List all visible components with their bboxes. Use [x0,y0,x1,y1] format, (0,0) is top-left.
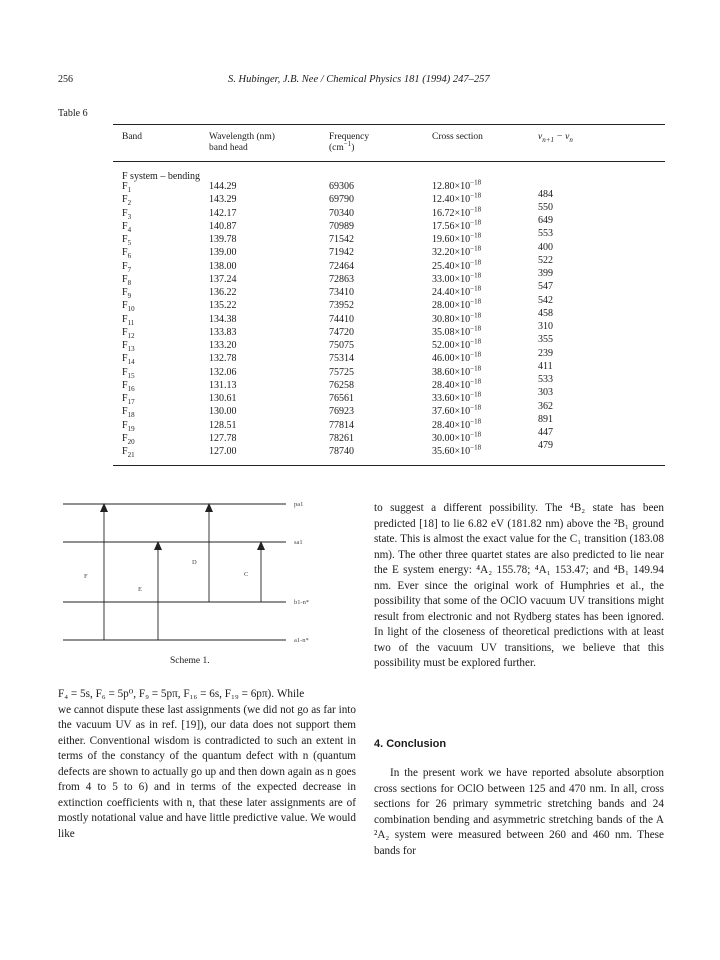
band-letter: F [122,419,128,431]
table-cell-wavelength: 133.83 [209,326,237,338]
table-cell-diff: 362 [538,400,553,412]
table-cell-wavelength: 144.29 [209,181,237,192]
table-cell-frequency: 69790 [329,194,354,206]
table-cell-diff: 239 [538,347,553,359]
table-cell-wavelength: 134.38 [209,313,237,325]
band-letter: F [122,366,128,378]
diff-mid: − ν [553,132,570,142]
diff-sub2: n [569,135,573,144]
table-cell-wavelength: 131.13 [209,379,237,391]
left-line-1: F₄ = 5s, F₆ = 5p⁰, F₉ = 5pπ, F₁₆ = 6s, F₁₉ = 6pπ). While [58,688,305,700]
table-cell-diff: 533 [538,374,553,386]
level-label-pa1: pa1 [294,501,304,508]
table-cell-wavelength: 132.06 [209,366,237,378]
table-cell-wavelength: 140.87 [209,220,237,232]
scheme-caption: Scheme 1. [170,656,210,666]
table-cell-band [122,274,131,286]
cross-exponent: −18 [470,443,482,452]
band-subscript: 13 [127,345,135,353]
table-cell-diff: 458 [538,307,553,319]
table-cell-frequency: 72464 [329,260,354,272]
table-cell-band [122,367,135,379]
cross-mantissa: 12.80×10 [432,181,471,192]
cross-mantissa: 33.00×10 [432,273,471,285]
band-subscript: 17 [127,398,135,406]
cross-exponent: −18 [470,284,482,293]
table-cell-diff: 542 [538,294,553,306]
table-cell-band [122,194,131,206]
cross-exponent: −18 [470,417,482,426]
band-letter: F [122,220,128,232]
table-cell-diff: 303 [538,387,553,399]
cross-mantissa: 30.80×10 [432,313,471,325]
table-cell-band [122,221,131,233]
band-letter: F [122,326,128,338]
table-cell-frequency: 70989 [329,220,354,232]
band-subscript: 1 [127,186,132,194]
table-cell-diff: 547 [538,281,553,293]
cross-mantissa: 46.00×10 [432,353,471,365]
band-letter: F [122,194,128,206]
band-subscript: 14 [127,358,135,367]
cross-exponent: −18 [470,337,482,346]
band-subscript: 12 [127,331,135,340]
cross-mantissa: 19.60×10 [432,234,471,245]
table-bottom-rule [113,465,665,466]
col-header-wavelength-line2: band head [209,143,248,153]
conclusion-text [374,766,664,859]
band-letter: F [122,273,128,285]
band-subscript: 11 [127,318,135,327]
table-top-rule [113,124,665,125]
table-cell-frequency: 78740 [329,446,354,457]
table-cell-frequency: 72863 [329,273,354,285]
table-cell-wavelength: 128.51 [209,419,237,431]
col-header-frequency [329,132,369,154]
table-cell-diff: 522 [538,254,553,266]
transition-label-F: F [84,573,88,580]
freq-unit: (cm [329,143,344,153]
table-cell-diff: 550 [538,201,553,213]
table-cell-diff: 479 [538,440,553,452]
table-cell-wavelength: 132.78 [209,353,237,365]
cross-mantissa: 28.40×10 [432,379,471,391]
band-letter: F [122,234,128,245]
band-subscript: 8 [127,278,132,287]
table-cell-frequency: 69306 [329,181,354,192]
table-cell-band [122,300,135,312]
table-cell-band [122,446,135,458]
cross-mantissa: 35.08×10 [432,326,471,338]
table-cell-band [122,340,135,352]
table-cell-wavelength: 138.00 [209,260,237,272]
cross-mantissa: 17.56×10 [432,220,471,232]
cross-exponent: −18 [470,218,482,227]
band-letter: F [122,446,128,457]
cross-exponent: −18 [470,297,482,306]
band-subscript: 15 [127,371,135,380]
cross-exponent: −18 [470,258,482,267]
band-subscript: 3 [127,212,132,221]
table-cell-frequency: 75075 [329,340,354,351]
band-letter: F [122,379,128,391]
band-subscript: 2 [127,199,132,208]
table-cell-wavelength: 130.61 [209,393,237,404]
table-cell-band [122,208,131,220]
table-cell-diff: 484 [538,188,553,200]
cross-mantissa: 52.00×10 [432,340,471,351]
right-column-text [374,501,664,672]
table-cell-diff: 411 [538,360,553,372]
band-letter: F [122,181,128,192]
table-cell-frequency: 74720 [329,326,354,338]
band-subscript: 19 [127,424,135,433]
band-letter: F [122,406,128,418]
cross-exponent: −18 [470,324,482,333]
table-cell-wavelength: 136.22 [209,287,237,298]
cross-mantissa: 28.00×10 [432,300,471,312]
cross-mantissa: 35.60×10 [432,446,471,457]
left-paragraph: we cannot dispute these last assignments (we did not go as far into the vacuum UV as in ref. [19]), our data does not support them either. Conventional wisdom is contradicted to such an extent in terms of the constancy of the quantum defect with n (quantum defects are shown to actually go up and then down again as n goes from 4 to 5 to 6) and in terms of the expected decrease in extinction coefficients with n, that these later assignments are of mostly notational value and have little predictive value. We would like [58,703,356,840]
cross-exponent: −18 [470,403,482,412]
table-cell-frequency: 74410 [329,313,354,325]
band-subscript: 21 [127,451,135,459]
cross-mantissa: 30.00×10 [432,432,471,444]
cross-exponent: −18 [470,390,482,399]
table-cell-frequency: 75314 [329,353,354,365]
table-cell-diff: 447 [538,427,553,439]
cross-exponent: −18 [470,178,482,187]
cross-mantissa: 12.40×10 [432,194,471,206]
cross-exponent: −18 [470,350,482,359]
table-cell-frequency: 73410 [329,287,354,298]
section-heading-conclusion: 4. Conclusion [374,738,447,750]
band-letter: F [122,300,128,312]
running-head: S. Hubinger, J.B. Nee / Chemical Physics 181 (1994) 247–257 [228,74,490,85]
band-letter: F [122,260,128,272]
cross-exponent: −18 [470,205,482,214]
col-header-band: Band [122,132,143,142]
table-cell-band [122,314,134,326]
table-cell-diff: 399 [538,268,553,280]
band-letter: F [122,207,128,219]
col-header-wavelength [209,132,275,154]
band-subscript: 10 [127,305,135,314]
table-cell-wavelength: 133.20 [209,340,237,351]
band-letter: F [122,432,128,444]
transition-label-D: D [192,559,197,566]
cross-exponent: −18 [470,244,482,253]
table-cell-diff: 310 [538,321,553,333]
band-subscript: 4 [127,225,132,234]
table-cell-diff: 400 [538,241,553,253]
level-label-b1: b1-n* [294,599,310,606]
table-cell-frequency: 75725 [329,366,354,378]
cross-mantissa: 24.40×10 [432,287,471,298]
table-cell-band [122,380,135,392]
band-subscript: 6 [127,252,132,261]
right-paragraph: to suggest a different possibility. The ⁴B₂ state has been predicted [18] to lie 6.82 eV (181.82 nm) above the ²B₁ ground state. This is almost the exact value for the C₁ transition (183.08 nm). The other three quartet states are also predicted to lie near the E system energy: ⁴A₂ 155.78; ⁴A₁ 153.47; and ⁴B₁ 149.94 nm. Ever since the original work of Humphries et al., the possibility that some of the OClO vacuum UV transitions might result from electronic and not Rydberg states has been ignored. In light of the closeness of theoretical predictions with at least two of the vacuum UV transitions, we believe that this possibility must be explored further. [374,502,664,669]
table-section-label: F system – bending [122,171,201,182]
conclusion-paragraph: In the present work we have reported absolute absorption cross sections for OClO between 125 and 470 nm. In all, cross sections for 26 primary symmetric stretching bands and 24 combination bending and asymmetric stretching bands of the A ²A₂ system were measured between 260 and 460 nm. These bands for [374,767,664,857]
band-subscript: 18 [127,411,135,420]
table-cell-band [122,247,131,259]
table-cell-frequency: 76923 [329,406,354,418]
cross-exponent: −18 [470,231,482,240]
col-header-cross-section: Cross section [432,132,483,142]
band-letter: F [122,393,128,404]
table-cell-frequency: 77814 [329,419,354,431]
table-cell-diff: 553 [538,228,553,240]
table-cell-wavelength: 127.78 [209,432,237,444]
left-column-text [58,687,356,842]
cross-exponent: −18 [470,377,482,386]
freq-unit-close: ) [351,143,355,153]
cross-exponent: −18 [470,271,482,280]
transition-label-E: E [138,586,142,593]
table-cell-band [122,393,135,405]
cross-mantissa: 32.20×10 [432,247,471,259]
table-cell-band [122,234,131,246]
cross-exponent: −18 [470,191,482,200]
table-cell-wavelength: 135.22 [209,300,237,312]
table-cell-band [122,327,135,339]
table-cell-band [122,181,131,193]
cross-mantissa: 28.40×10 [432,419,471,431]
table-cell-diff: 649 [538,215,553,227]
band-letter: F [122,313,128,325]
band-subscript: 16 [127,384,135,393]
table-cell-frequency: 71542 [329,234,354,245]
table-cell-band [122,406,135,418]
table-cell-frequency: 76258 [329,379,354,391]
band-subscript: 9 [127,292,132,300]
table-cell-band [122,287,131,299]
page-header [0,74,720,90]
level-label-a1: a1-n* [294,637,309,644]
table-header-rule [113,161,665,162]
table-cell-frequency: 70340 [329,207,354,219]
transition-label-C: C [244,571,249,578]
table-cell-frequency: 71942 [329,247,354,259]
table-label: Table 6 [58,108,88,119]
diff-nu1: ν [538,132,543,142]
cross-mantissa: 16.72×10 [432,207,471,219]
table-cell-diff: 891 [538,413,553,425]
freq-unit-exp: −1 [343,139,352,148]
level-label-sa1: sa1 [294,539,303,546]
table-cell-frequency: 78261 [329,432,354,444]
band-letter: F [122,287,128,298]
table-cell-frequency: 73952 [329,300,354,312]
page-number: 256 [58,74,73,85]
table-cell-wavelength: 142.17 [209,207,237,219]
table-cell-band [122,353,135,365]
table-cell-band [122,420,135,432]
cross-mantissa: 37.60×10 [432,406,471,418]
cross-mantissa: 33.60×10 [432,393,471,404]
table-cell-frequency: 76561 [329,393,354,404]
cross-exponent: −18 [470,364,482,373]
table-cell-wavelength: 143.29 [209,194,237,206]
table-cell-wavelength: 139.78 [209,234,237,245]
band-subscript: 7 [127,265,132,274]
table-cell-cross-section [432,443,482,458]
cross-exponent: −18 [470,311,482,320]
cross-mantissa: 25.40×10 [432,260,471,272]
band-subscript: 5 [127,239,132,247]
scheme-diagram [58,494,358,654]
diff-sub1: n+1 [542,135,554,144]
table-cell-wavelength: 130.00 [209,406,237,418]
col-header-diff [538,132,573,143]
table-cell-wavelength: 139.00 [209,247,237,259]
col-header-wavelength-line1: Wavelength (nm) [209,132,275,142]
table-cell-wavelength: 137.24 [209,273,237,285]
cross-mantissa: 38.60×10 [432,366,471,378]
table-cell-wavelength: 127.00 [209,446,237,457]
band-subscript: 20 [127,437,135,446]
band-letter: F [122,247,128,259]
col-header-frequency-line2 [329,139,369,154]
band-letter: F [122,353,128,365]
col-header-frequency-line1: Frequency [329,132,370,142]
table-cell-band [122,261,131,273]
table-cell-band [122,433,135,445]
band-letter: F [122,340,128,351]
cross-exponent: −18 [470,430,482,439]
table-cell-diff: 355 [538,334,553,346]
